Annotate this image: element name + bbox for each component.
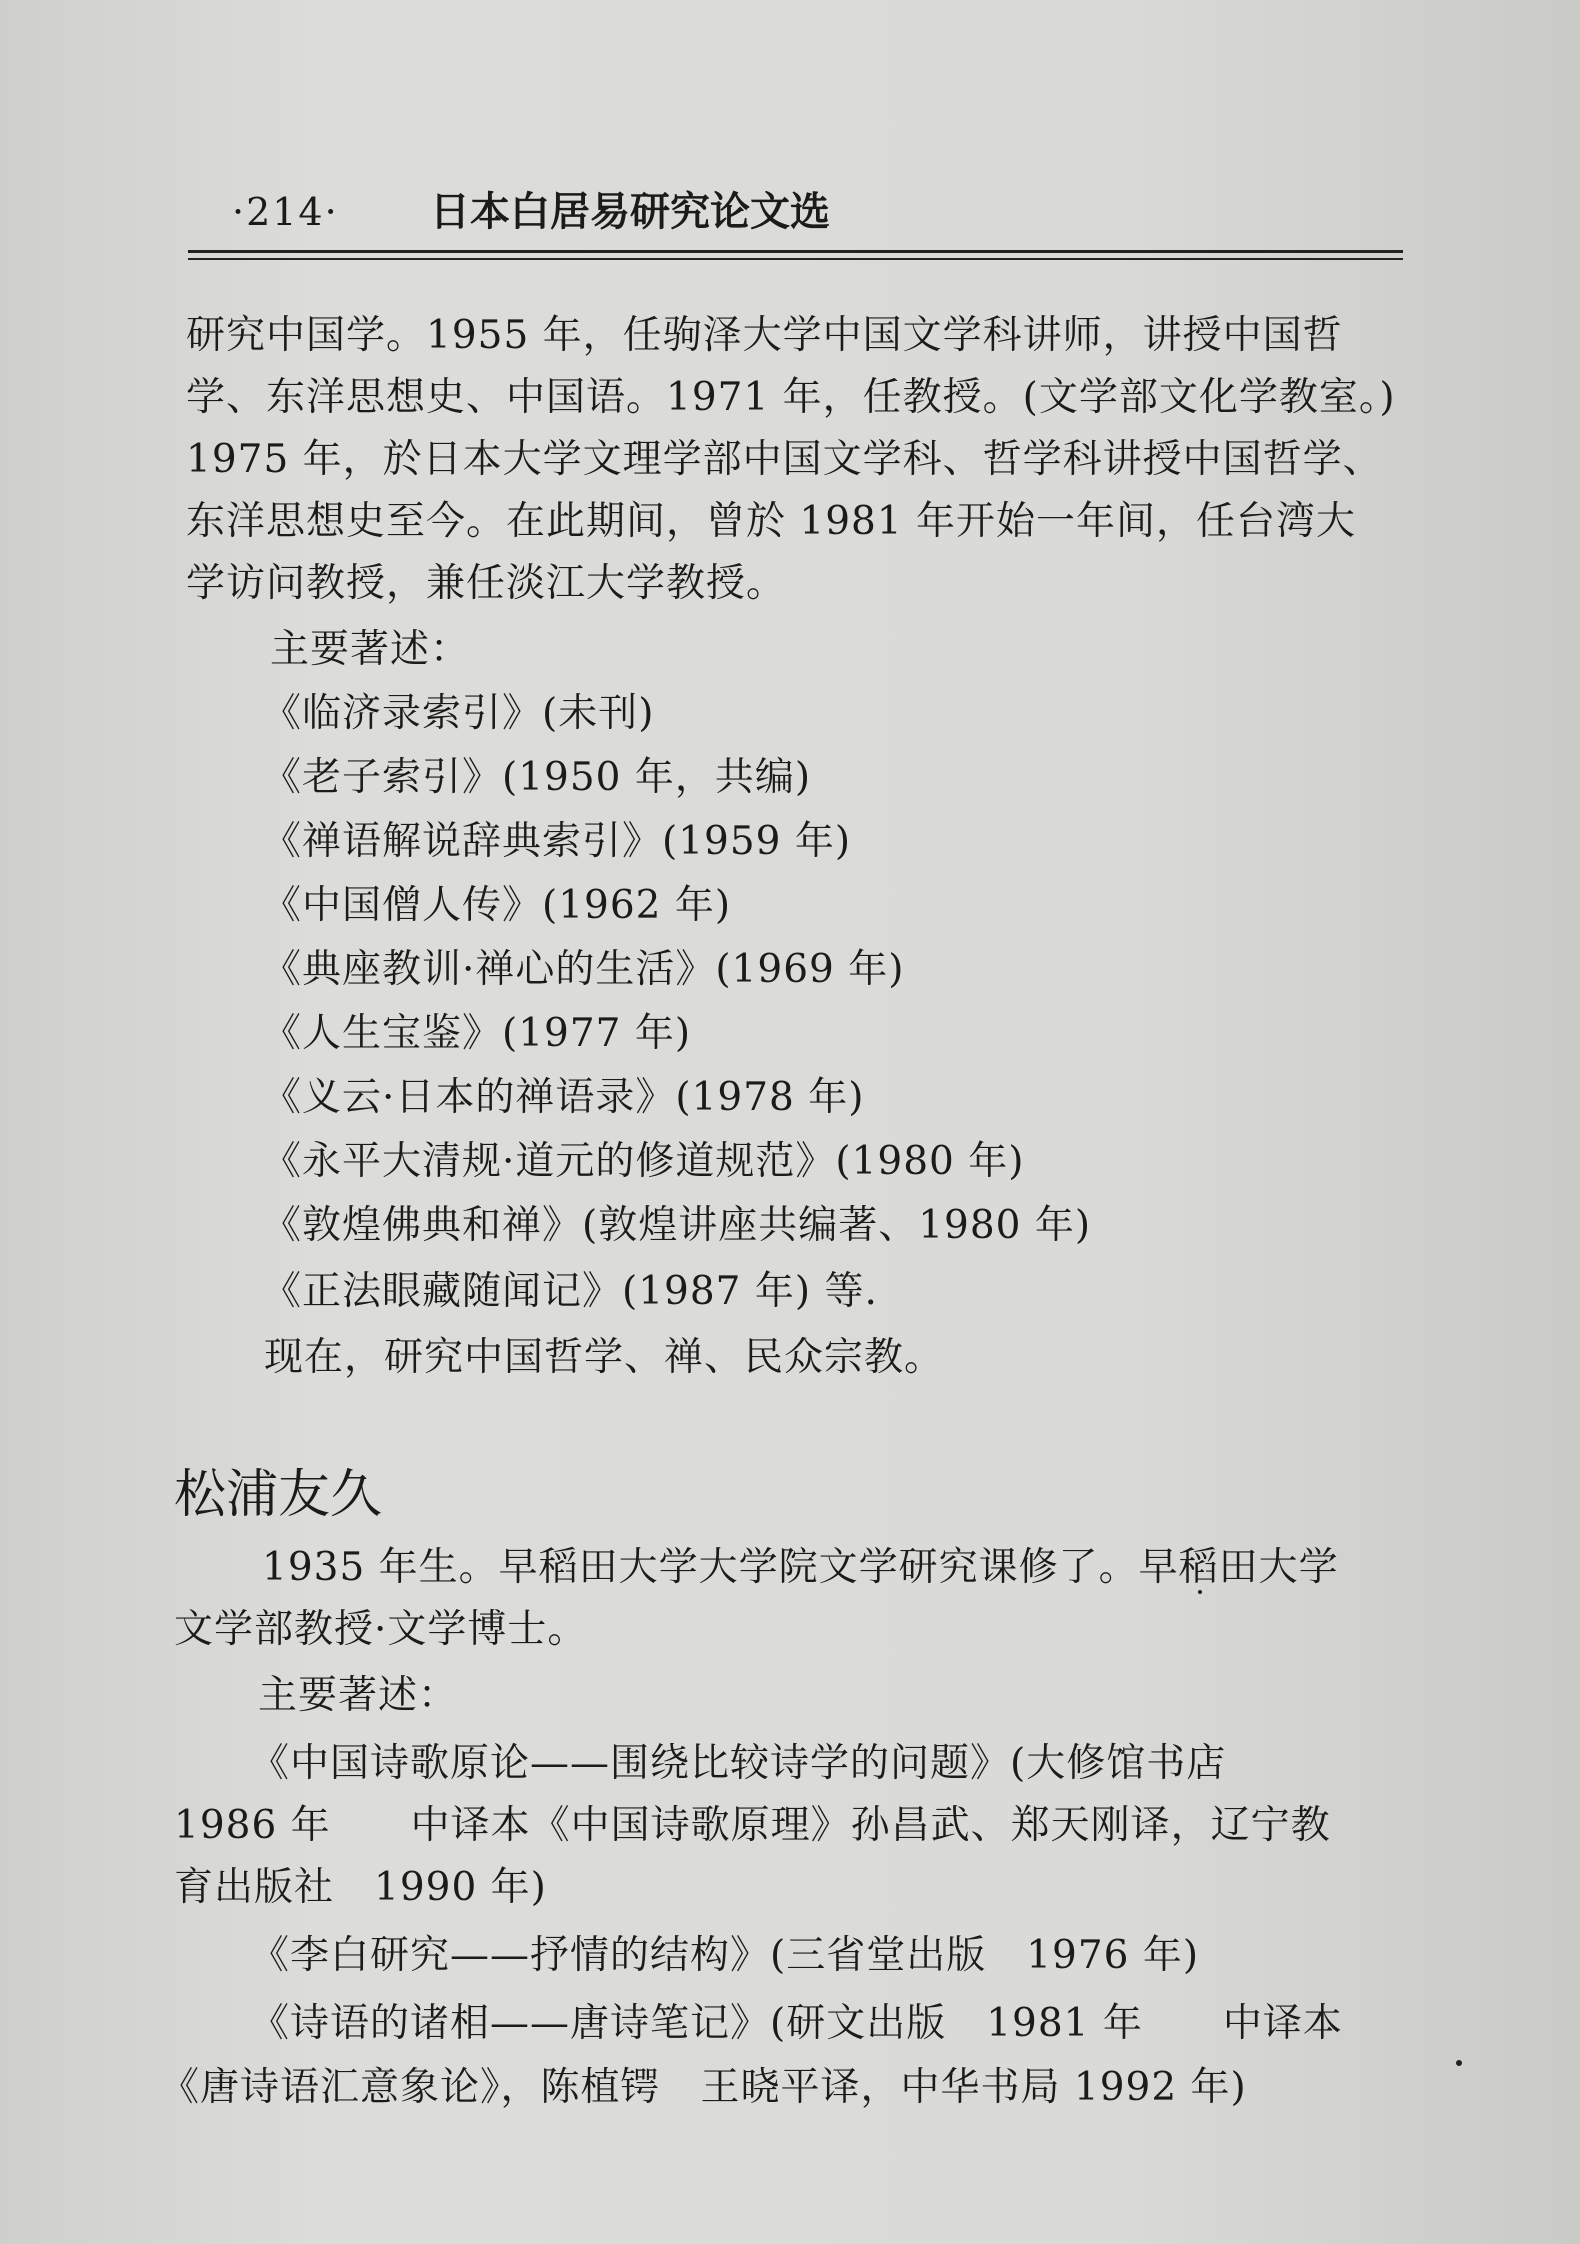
works-label: 主要著述： [258, 1673, 459, 1718]
work-item: 《禅语解说辞典索引》(1959 年) [262, 819, 852, 864]
header-rule-thick [188, 250, 1403, 253]
work-item: 《人生宝鉴》(1977 年) [262, 1011, 692, 1056]
work-item: 《老子索引》(1950 年，共编) [262, 755, 812, 800]
works-label: 主要著述： [270, 627, 471, 672]
work-item: 《典座教训·禅心的生活》(1969 年) [262, 947, 905, 992]
work-item-continued: 1986 年 中译本《中国诗歌原理》孙昌武、郑天刚译，辽宁教 [174, 1803, 1331, 1848]
paragraph-line: 学访问教授，兼任淡江大学教授。 [186, 561, 787, 606]
work-item: 《临济录索引》(未刊) [262, 691, 655, 736]
paragraph-line: 研究中国学。1955 年，任驹泽大学中国文学科讲师，讲授中国哲 [186, 313, 1343, 358]
paragraph-line: 东洋思想史至今。在此期间，曾於 1981 年开始一年间，任台湾大 [186, 499, 1357, 544]
work-item: 《中国僧人传》(1962 年) [262, 883, 732, 928]
work-item: 《中国诗歌原论——围绕比较诗学的问题》(大修馆书店 [250, 1741, 1227, 1786]
header-rule-thin [188, 258, 1403, 260]
work-item-continued: 育出版社 1990 年) [174, 1865, 547, 1910]
page-header [232, 182, 1402, 242]
scan-speck [1198, 1590, 1202, 1594]
scan-speck [1456, 2060, 1462, 2066]
paragraph-line: 1975 年，於日本大学文理学部中国文学科、哲学科讲授中国哲学、 [186, 437, 1383, 482]
closing-sentence: 现在，研究中国哲学、禅、民众宗教。 [264, 1335, 945, 1380]
work-item: 《诗语的诸相——唐诗笔记》(研文出版 1981 年 中译本 [250, 2001, 1343, 2046]
bio-line: 1935 年生。早稻田大学大学院文学研究课修了。早稻田大学 [262, 1545, 1339, 1590]
work-item: 《敦煌佛典和禅》(敦煌讲座共编著、1980 年) [262, 1203, 1092, 1248]
work-item: 《永平大清规·道元的修道规范》(1980 年) [262, 1139, 1025, 1184]
running-title: 日本白居易研究论文选 [430, 189, 830, 235]
work-item: 《义云·日本的禅语录》(1978 年) [262, 1075, 865, 1120]
work-item: 《李白研究——抒情的结构》(三省堂出版 1976 年) [250, 1933, 1200, 1978]
work-item-continued: 《唐诗语汇意象论》，陈植锷 王晓平译，中华书局 1992 年) [160, 2065, 1247, 2110]
work-item: 《正法眼藏随闻记》(1987 年) 等. [262, 1269, 878, 1314]
page-number: ·214· [232, 190, 339, 234]
person-name-heading: 松浦友久 [174, 1465, 383, 1525]
bio-line: 文学部教授·文学博士。 [174, 1607, 588, 1652]
paragraph-line: 学、东洋思想史、中国语。1971 年，任教授。(文学部文化学教室。) [186, 375, 1396, 420]
